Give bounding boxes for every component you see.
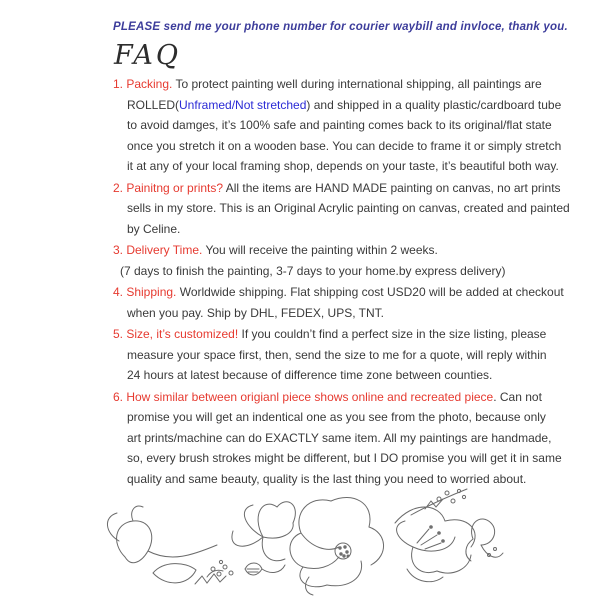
faq-item xyxy=(113,387,562,490)
faq-line xyxy=(113,387,542,408)
body-text: sells in my store. This is an Original Acrylic painting on canvas, created and painted xyxy=(127,201,570,215)
body-text: quality and same beauty, quality is the last thing you need to worried about. xyxy=(127,471,527,486)
right-open-flower xyxy=(395,507,475,582)
faq-line xyxy=(113,219,515,240)
faq-heading-text: 2. Painitng or prints? xyxy=(113,180,224,195)
body-text: To protect painting well during international shipping, all paintings are xyxy=(172,77,542,91)
faq-line xyxy=(113,156,559,177)
body-text: to avoid damges, it’s 100% safe and painting comes back to its original/flat state xyxy=(127,118,552,132)
faq-item xyxy=(113,74,562,177)
open-blossom-left xyxy=(232,502,295,575)
faq-item xyxy=(113,324,547,386)
faq-line xyxy=(113,324,547,345)
floral-line-art xyxy=(95,481,505,599)
left-bud-flower xyxy=(107,506,217,583)
highlight-text: Unframed/Not stretched xyxy=(179,97,307,112)
body-text: ROLLED( xyxy=(127,97,180,112)
body-text: promise you will get an indentical one as you see from the photo, because only xyxy=(127,410,546,424)
faq-line xyxy=(113,448,562,469)
faq-line xyxy=(113,282,564,303)
body-text: so, every brush strokes might be different, but I DO promise you will get it in same xyxy=(127,451,562,465)
body-text: when you pay. Ship by DHL, FEDEX, UPS, TNT. xyxy=(127,305,384,320)
body-text: art prints/machine can do EXACTLY same item. All my paintings are handmade, xyxy=(127,430,552,445)
faq-line xyxy=(113,261,515,282)
phone-number-notice: PLEASE send me your phone number for courier waybill and invloce, thank you. xyxy=(113,21,568,33)
faq-heading-text: 5. Size, it’s customized! xyxy=(113,327,239,341)
body-text: by Celine. xyxy=(127,221,181,236)
body-text: You will receive the painting within 2 weeks. xyxy=(202,243,438,257)
faq-line xyxy=(113,303,515,324)
body-text: If you couldn’t find a perfect size in the size listing, please xyxy=(238,327,547,341)
faq-heading-text: 6. How similar between origianl piece shows online and recreated piece xyxy=(113,389,494,404)
faq-list xyxy=(113,74,570,490)
faq-line xyxy=(113,178,561,199)
faq-line xyxy=(113,428,552,449)
faq-heading-text: 1. Packing. xyxy=(113,77,173,91)
body-text: Worldwide shipping. Flat shipping cost USD20 will be added at checkout xyxy=(176,285,564,299)
body-text: once you stretch it on a wooden base. You can decide to frame it or simply stretch xyxy=(127,138,562,153)
faq-line xyxy=(113,345,547,366)
body-text: (7 days to finish the painting, 3-7 days to your home.by express delivery) xyxy=(120,263,506,278)
page-title: FAQ xyxy=(114,40,182,71)
body-text: 24 hours at latest because of difference time zone between counties. xyxy=(127,368,493,382)
faq-line xyxy=(113,365,515,386)
faq-line xyxy=(113,198,570,219)
center-magnolia xyxy=(290,497,384,595)
faq-line xyxy=(113,240,515,261)
faq-line xyxy=(113,407,546,428)
faq-item xyxy=(113,240,515,281)
body-text: it at any of your local framing shop, depends on your taste, it’s beautiful both way. xyxy=(127,159,559,173)
body-text: All the items are HAND MADE painting on canvas, no art prints xyxy=(223,180,561,195)
faq-line xyxy=(113,115,552,136)
faq-line xyxy=(113,95,562,116)
berry-cluster-left xyxy=(195,560,233,584)
faq-item xyxy=(113,282,564,323)
body-text: . Can not xyxy=(493,389,542,404)
faq-line xyxy=(113,74,542,95)
faq-item xyxy=(113,178,570,240)
faq-line xyxy=(113,136,562,157)
faq-heading-text: 4. Shipping. xyxy=(113,285,177,299)
berry-sprig-right xyxy=(411,489,467,515)
faq-heading-text: 3. Delivery Time. xyxy=(113,243,203,257)
far-right-bud xyxy=(466,519,503,561)
body-text: ) and shipped in a quality plastic/cardboard tube xyxy=(306,97,562,112)
body-text: measure your space first, then, send the size to me for a quote, will reply within xyxy=(127,347,547,362)
